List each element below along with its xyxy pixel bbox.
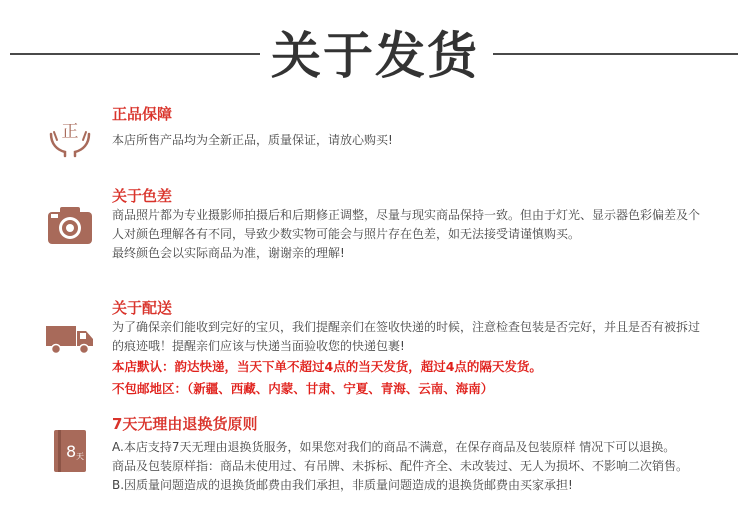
section-title: 关于色差 xyxy=(112,187,173,205)
section-title: 7天无理由退换货原则 xyxy=(112,415,258,433)
camera-icon xyxy=(45,200,95,250)
svg-text:8: 8 xyxy=(66,442,77,461)
right-divider xyxy=(493,53,738,55)
section-text: 的痕迹哦！提醒亲们应该与快递当面验收您的快递包裹! xyxy=(112,339,405,353)
section-text: 本店所售产品均为全新正品，质量保证，请放心购买! xyxy=(112,133,393,147)
section-text: A.本店支持7天无理由退换货服务，如果您对我们的商品不满意，在保存商品及包装原样 情况下可以退换。 xyxy=(112,440,676,454)
section-title: 关于配送 xyxy=(112,299,173,317)
section-content xyxy=(112,186,732,263)
section-text: 最终颜色会以实际商品为准，谢谢亲的理解! xyxy=(112,246,345,260)
page-header xyxy=(0,0,750,100)
section-text: 商品及包装原样指：商品未使用过、有吊牌、未拆标、配件齐全、未改装过、无人为损坏、不影响二次销售。 xyxy=(112,459,689,473)
section-text: 人对颜色理解各有不同，导致少数实物可能会与照片存在色差，如无法接受请谨慎购买。 xyxy=(112,227,581,241)
svg-text:正: 正 xyxy=(61,122,79,142)
delivery-truck-icon xyxy=(45,312,95,362)
no-free-shipping-notice: 不包邮地区：（新疆、西藏、内蒙、甘肃、宁夏、青海、云南、海南） xyxy=(112,381,494,396)
svg-text:天: 天 xyxy=(76,452,84,461)
section-content xyxy=(112,298,732,400)
section-text: 为了确保亲们能收到完好的宝贝，我们提醒亲们在签收快递的时候，注意检查包装是否完好，并且是否有被拆过 xyxy=(112,320,701,334)
genuine-hands-icon xyxy=(45,110,95,160)
seven-day-calendar-icon xyxy=(45,426,95,476)
section-content xyxy=(112,414,732,495)
section-text: 商品照片都为专业摄影师拍摄后和后期修正调整，尽量与现实商品保持一致。但由于灯光、显示器色彩偏差及个 xyxy=(112,208,701,222)
section-content xyxy=(112,104,732,150)
shipping-default-notice: 本店默认：韵达快递，当天下单不超过4点的当天发货，超过4点的隔天发货。 xyxy=(112,359,542,374)
page-title: 关于发货 xyxy=(271,27,479,85)
section-text: B.因质量问题造成的退换货邮费由我们承担，非质量问题造成的退换货邮费由买家承担! xyxy=(112,478,573,492)
section-title: 正品保障 xyxy=(112,105,173,123)
